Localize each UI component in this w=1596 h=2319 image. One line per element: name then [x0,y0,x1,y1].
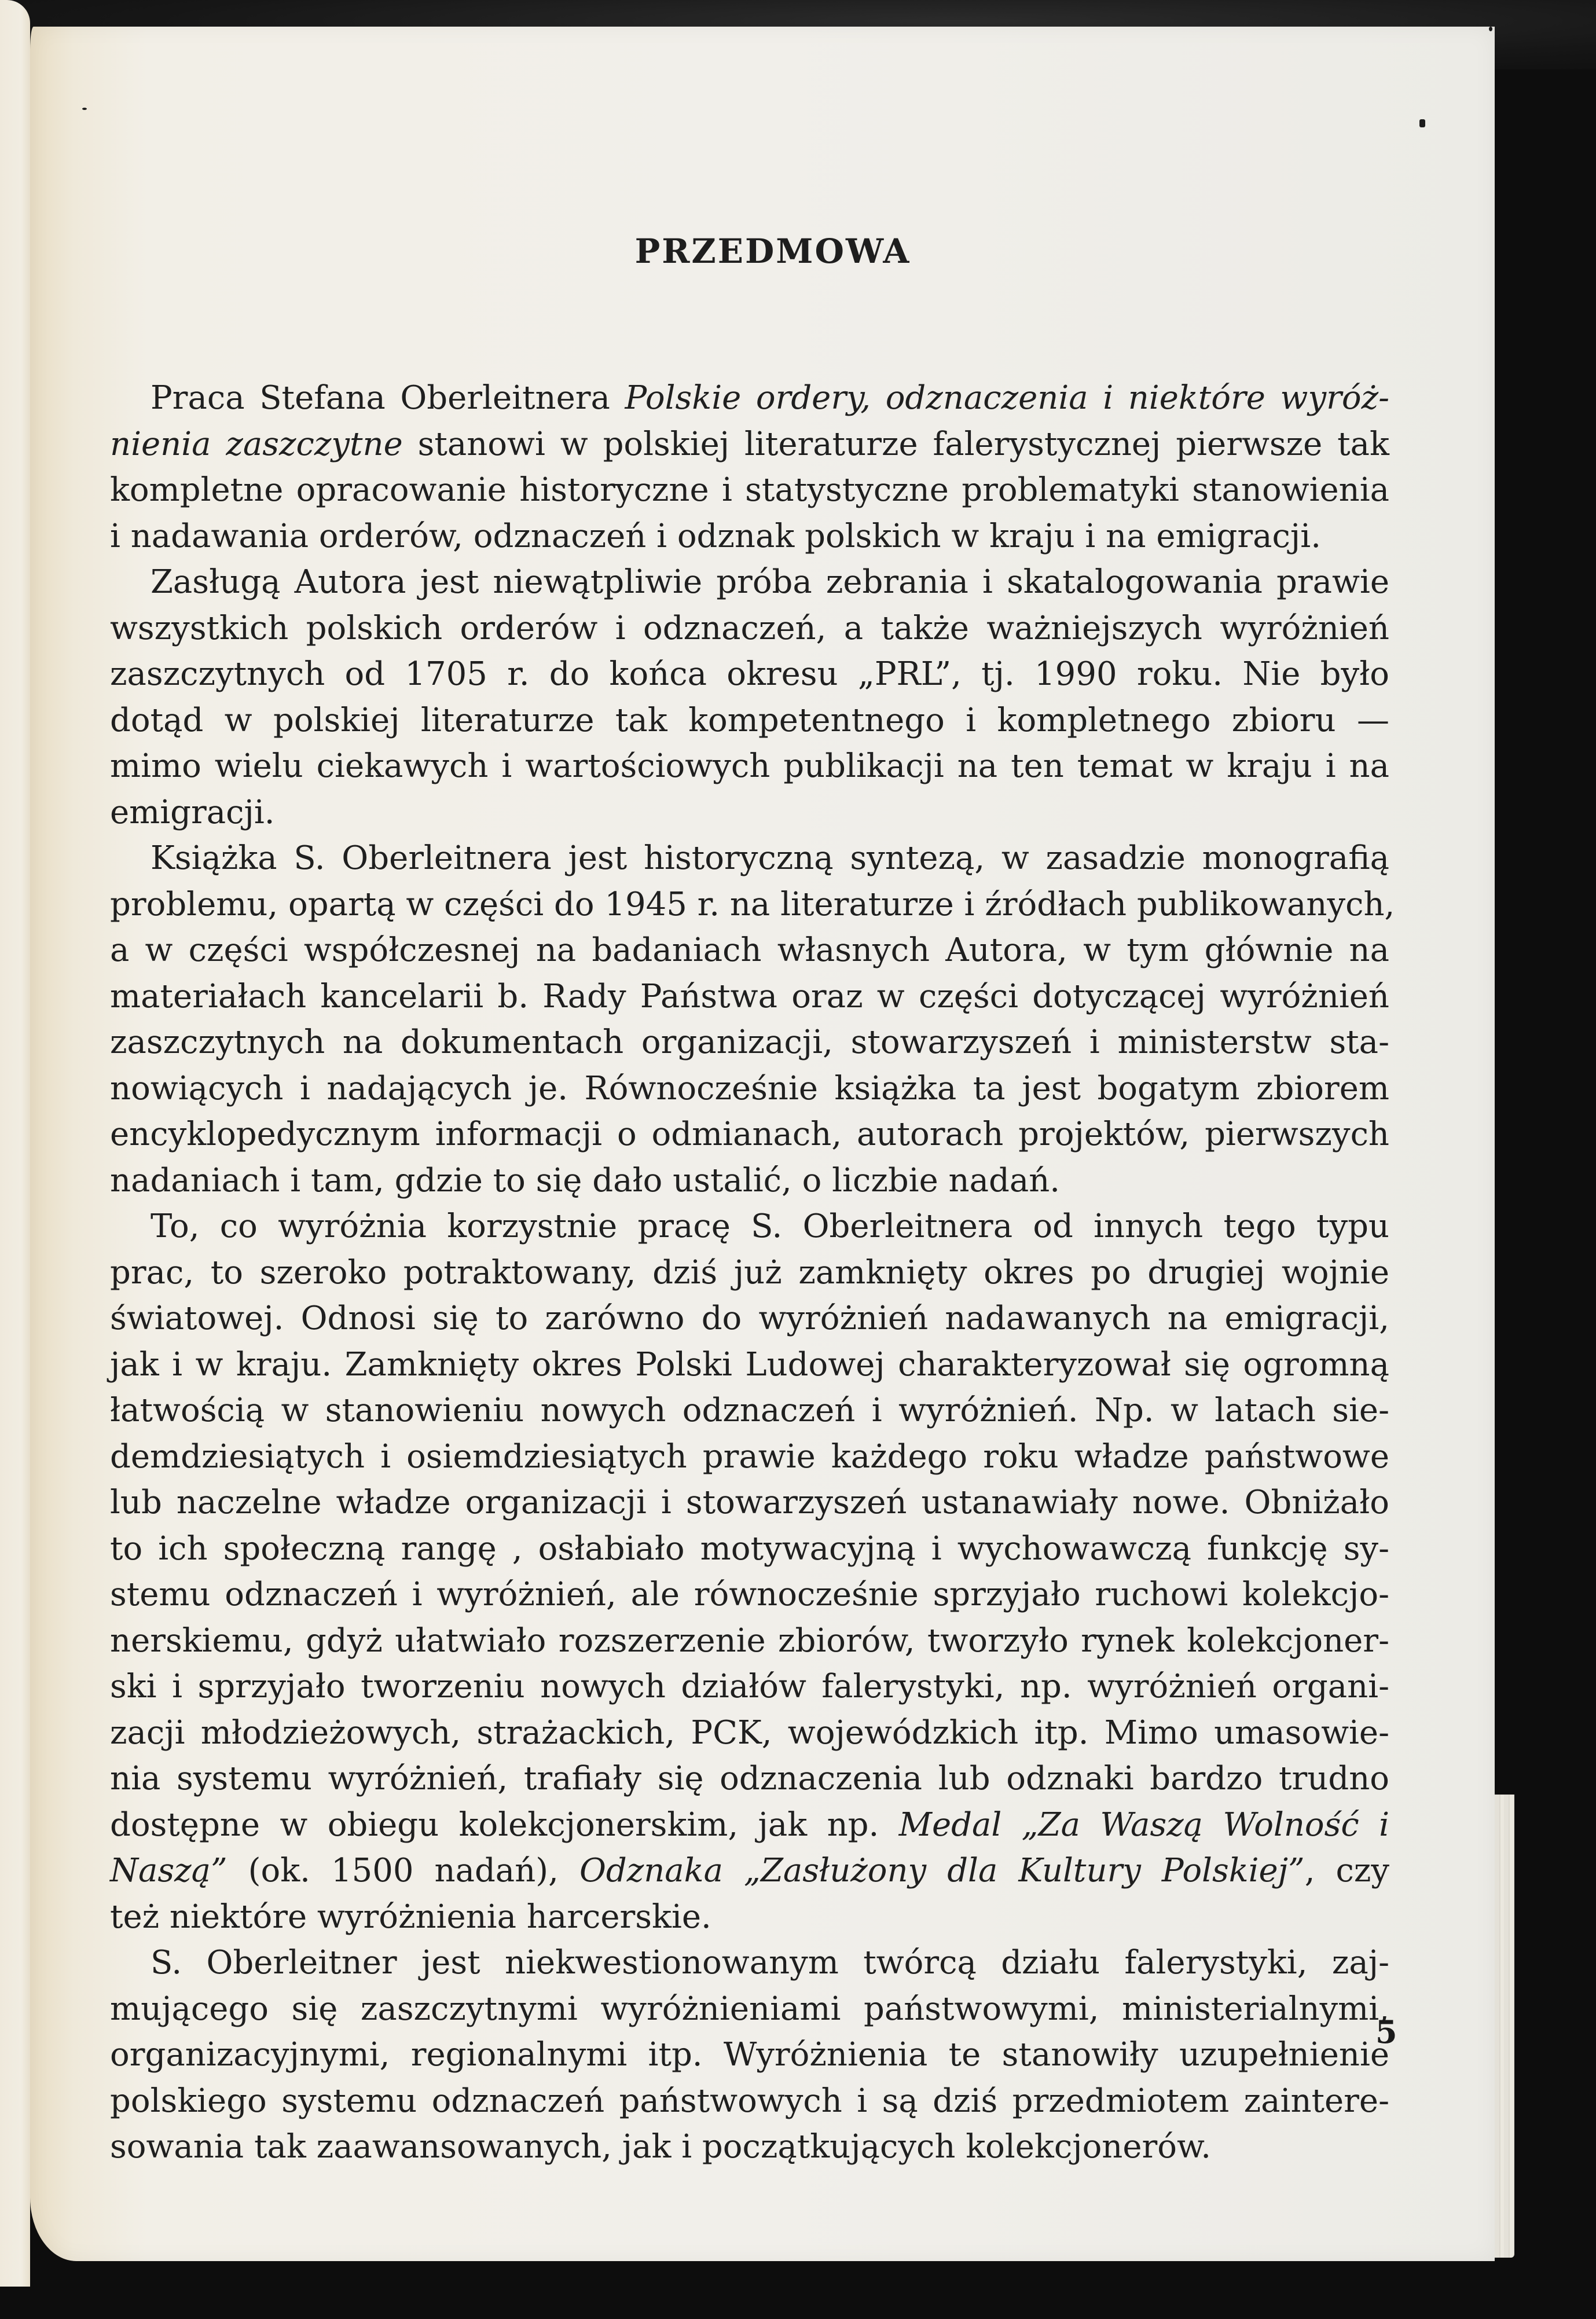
text-run: mimo wielu ciekawych i wartościowych publikacji na ten temat w kraju i na [110,747,1389,785]
text-line [110,1296,1389,1342]
text-run: światowej. Odnosi się to zarówno do wyróżnień nadawanych na emigracji, [110,1300,1389,1337]
text-line [110,974,1389,1020]
text-line [110,927,1389,974]
previous-page-edge [0,0,30,2287]
text-line [110,743,1389,790]
text-run: jak i w kraju. Zamknięty okres Polski Ludowej charakteryzował się ogromną [110,1345,1389,1384]
text-line [110,790,1389,836]
paper-speck [1489,27,1492,31]
italic-title-text: nienia zaszczytne [110,425,403,463]
text-line [110,467,1389,513]
text-run: łatwością w stanowieniu nowych odznaczeń i wyróżnień. Np. w latach sie- [110,1392,1389,1429]
text-line [110,1111,1389,1158]
text-line [110,882,1395,928]
paragraph [110,1203,1389,1940]
text-line [110,1434,1389,1480]
text-line [110,1848,1389,1894]
text-run: emigracji. [110,793,275,831]
italic-title-text: Polskie ordery, odznaczenia i niektóre wyróż- [625,379,1389,417]
text-run: problemu, opartą w części do 1945 r. na literaturze i źródłach publikowanych, [110,885,1395,923]
text-run: nerskiemu, gdyż ułatwiało rozszerzenie zbiorów, tworzyło rynek kolekcjoner- [110,1621,1389,1660]
text-run: dotąd w polskiej literaturze tak kompetentnego i kompletnego zbioru — [110,701,1389,739]
page-stack-edge [1495,1795,1514,2258]
text-run: dostępne w obiegu kolekcjonerskim, jak np. [110,1806,899,1844]
text-run: a w części współczesnej na badaniach własnych Autora, w tym głównie na [110,931,1389,969]
paragraph [110,1940,1389,2170]
text-line [110,651,1389,698]
text-line [110,2032,1389,2078]
text-line [110,1894,1389,1940]
text-line [110,1203,1389,1250]
text-line [110,1618,1389,1664]
text-run: zacji młodzieżowych, strażackich, PCK, wojewódzkich itp. Mimo umasowie- [110,1713,1389,1752]
italic-title-text: Odznaka „Zasłużony dla Kultury Polskiej” [579,1852,1305,1889]
page-heading: PRZEDMOWA [634,232,911,271]
text-run: (ok. 1500 nadań), [227,1852,579,1889]
text-run: nadaniach i tam, gdzie to się dało ustalić, o liczbie nadań. [110,1161,1061,1199]
page-content [110,232,1395,2170]
text-line [110,1664,1389,1710]
text-run: encyklopedycznym informacji o odmianach, autorach projektów, pierwszych [110,1116,1389,1153]
text-line [110,375,1389,421]
paper-speck [82,108,87,110]
text-run: , czy [1304,1852,1390,1889]
text-run: Zasługą Autora jest niewątpliwie próba zebrania i skatalogowania prawie [151,563,1389,601]
text-line [110,2078,1389,2124]
text-run: i nadawania orderów, odznaczeń i odznak polskich w kraju i na emigracji. [110,517,1321,555]
text-run: wszystkich polskich orderów i odznaczeń, a także ważniejszych wyróżnień [110,609,1389,647]
text-line [110,1158,1389,1204]
text-line [110,1802,1389,1848]
text-run: Książka S. Oberleitnera jest historyczną syntezą, w zasadzie monografią [151,839,1389,877]
text-run: organizacyjnymi, regionalnymi itp. Wyróżnienia te stanowiły uzupełnienie [110,2036,1389,2074]
text-run: Praca Stefana Oberleitnera [151,379,625,417]
text-line [110,1526,1389,1572]
text-run: materiałach kancelarii b. Rady Państwa oraz w części dotyczącej wyróżnień [110,977,1389,1015]
text-run: polskiego systemu odznaczeń państwowych i są dziś przedmiotem zaintere- [110,2082,1389,2120]
text-line [110,835,1389,882]
text-run: lub naczelne władze organizacji i stowarzyszeń ustanawiały nowe. Obniżało [110,1484,1389,1521]
text-line [110,1756,1389,1802]
italic-title-text: Naszą” [110,1852,228,1889]
italic-title-text: Medal „Za Waszą Wolność i [898,1806,1389,1844]
text-line [110,1019,1389,1066]
text-run: zaszczytnych na dokumentach organizacji, stowarzyszeń i ministerstw sta- [110,1023,1389,1061]
text-run: prac, to szeroko potraktowany, dziś już zamknięty okres po drugiej wojnie [110,1253,1389,1291]
text-line [110,1342,1389,1388]
paper-speck [1419,119,1425,127]
text-run: ski i sprzyjało tworzeniu nowych działów falerystyki, np. wyróżnień organi- [110,1668,1389,1705]
text-run: mującego się zaszczytnymi wyróżnieniami państwowymi, ministerialnymi, [110,1990,1389,2028]
text-run: nia systemu wyróżnień, trafiały się odznaczenia lub odznaki bardzo trudno [110,1760,1389,1797]
page-number: 5 [1375,2013,1397,2050]
text-run: To, co wyróżnia korzystnie pracę S. Oberleitnera od innych tego typu [151,1208,1389,1245]
text-line [110,1480,1389,1526]
paragraph [110,835,1395,1203]
text-line [110,1940,1389,1986]
text-line [110,1986,1389,2032]
text-run: stanowi w polskiej literaturze falerystycznej pierwsze tak [402,425,1389,463]
paragraph [110,375,1389,559]
text-line [110,1388,1389,1434]
text-run: sowania tak zaawansowanych, jak i początkujących kolekcjonerów. [110,2128,1212,2166]
text-line [110,2124,1389,2170]
paragraph [110,559,1389,835]
body-text [110,375,1395,2170]
text-run: stemu odznaczeń i wyróżnień, ale równocześnie sprzyjało ruchowi kolekcjo- [110,1576,1389,1613]
text-line [110,421,1389,468]
text-run: to ich społeczną rangę , osłabiało motywacyjną i wychowawczą funkcję sy- [110,1529,1389,1568]
text-line [110,1710,1389,1756]
text-line [110,1066,1389,1112]
text-line [110,1250,1389,1296]
text-line [110,1572,1389,1618]
text-run: też niektóre wyróżnienia harcerskie. [110,1898,711,1936]
text-line [110,513,1389,560]
text-run: nowiących i nadających je. Równocześnie książka ta jest bogatym zbiorem [110,1069,1389,1107]
text-line [110,606,1389,652]
text-run: demdziesiątych i osiemdziesiątych prawie każdego roku władze państwowe [110,1437,1389,1476]
text-run: zaszczytnych od 1705 r. do końca okresu „PRL”, tj. 1990 roku. Nie było [110,655,1389,693]
text-run: S. Oberleitner jest niekwestionowanym twórcą działu falerystyki, zaj- [151,1944,1389,1982]
text-line [110,698,1389,744]
text-line [110,559,1389,606]
text-run: kompletne opracowanie historyczne i statystyczne problematyki stanowienia [110,471,1389,509]
